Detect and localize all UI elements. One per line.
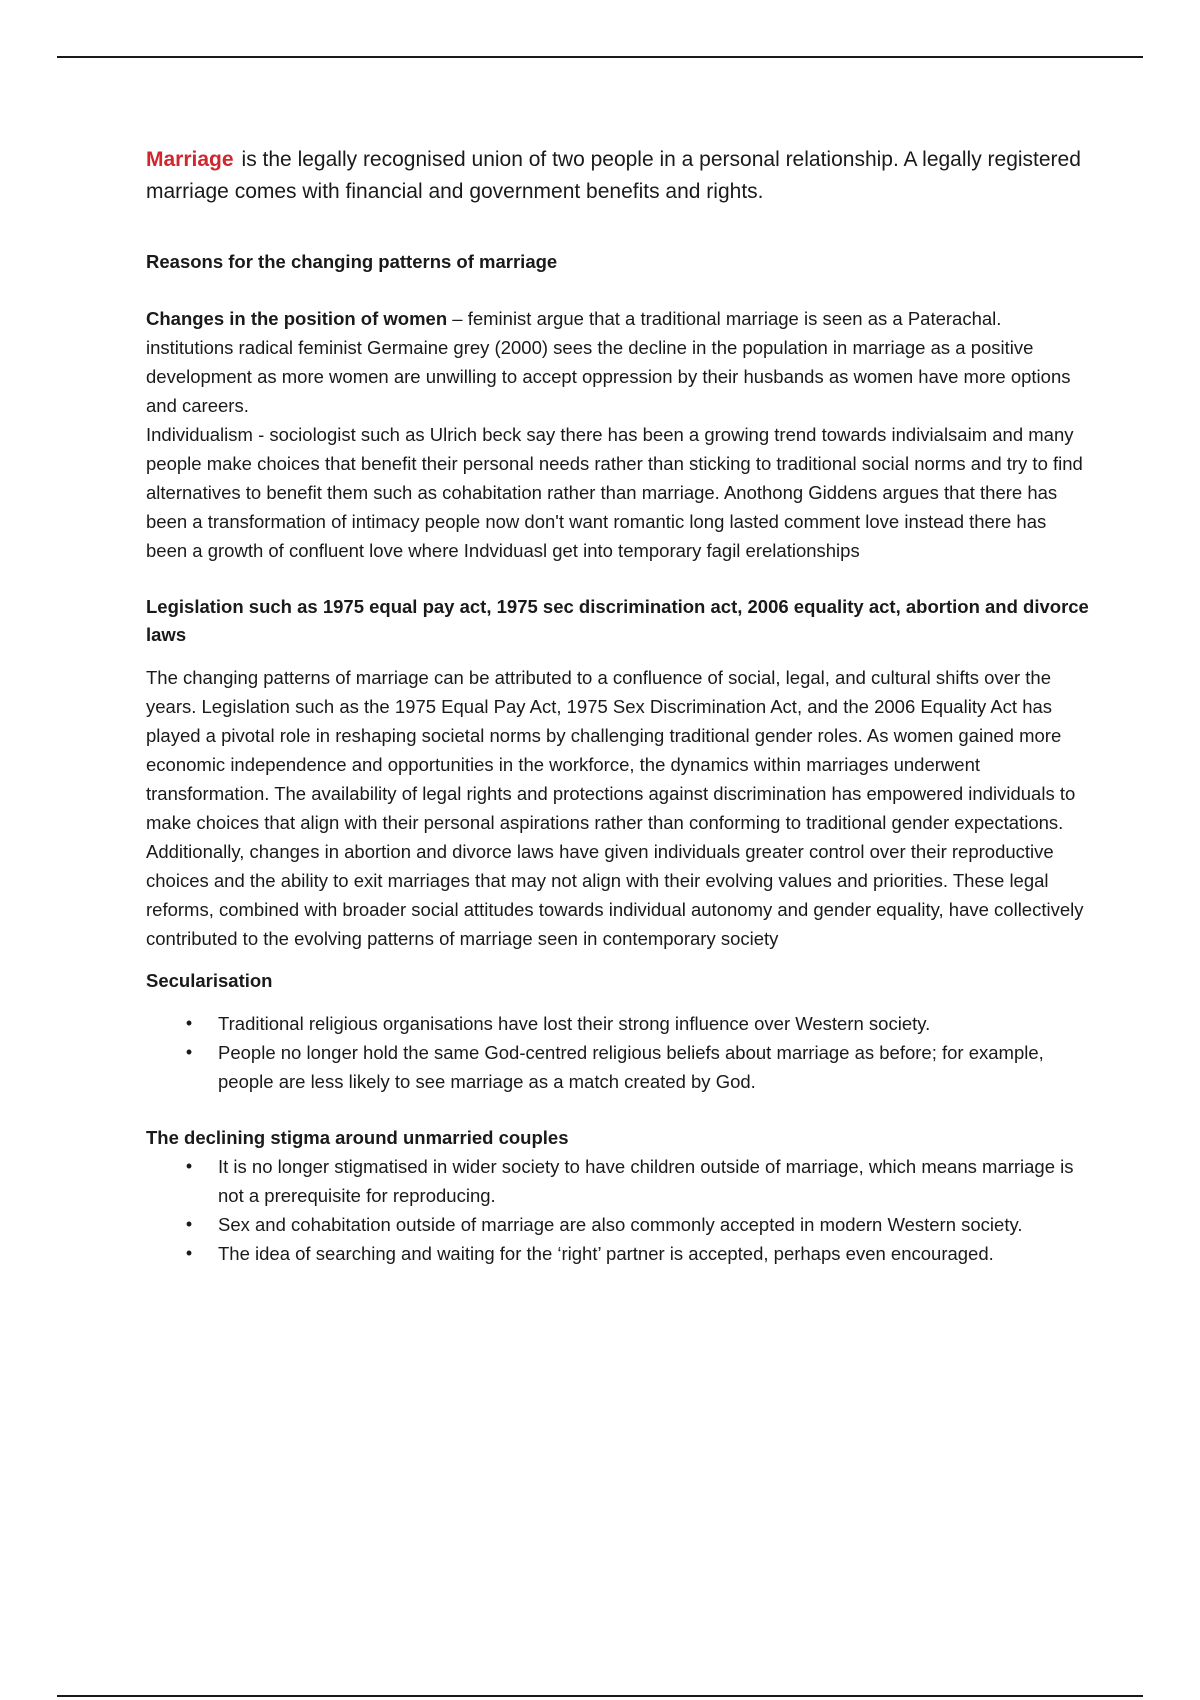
position-of-women-text: – feminist argue that a traditional marriage is seen as a Paterachal. institutions radical feminist Germaine grey (2000) sees the decline in the population in marriage as a positive development as more women are unwilling to accept oppression by their husbands as women have more options and careers. [146,308,1071,416]
intro-paragraph [146,144,1091,208]
bullet-icon: • [185,1042,193,1062]
marriage-term: Marriage [146,148,234,171]
footer-rule [57,1695,1143,1697]
marriage-definition: is the legally recognised union of two people in a personal relationship. A legally registered marriage comes with financial and government benefits and rights. [146,148,1081,203]
position-of-women-lead: Changes in the position of women [146,308,448,329]
header-rule [57,56,1143,58]
list-item: • Sex and cohabitation outside of marriage are also commonly accepted in modern Western society. [146,1210,1091,1239]
list-item: • The idea of searching and waiting for the ‘right’ partner is accepted, perhaps even encouraged. [146,1239,1091,1268]
list-item: • People no longer hold the same God-centred religious beliefs about marriage as before; for example, people are less likely to see marriage as a match created by God. [146,1038,1091,1096]
position-of-women-paragraph [146,304,1091,420]
bullet-icon: • [185,1013,193,1033]
list-item: • It is no longer stigmatised in wider society to have children outside of marriage, which means marriage is not a prerequisite for reproducing. [146,1152,1091,1210]
document-page [146,144,1091,1268]
individualism-paragraph: Individualism - sociologist such as Ulrich beck say there has been a growing trend towards indivialsaim and many people make choices that benefit their personal needs rather than sticking to traditional social norms and try to find alternatives to benefit them such as cohabitation rather than marriage. Anothong Giddens argues that there has been a transformation of intimacy people now don't want romantic long lasted comment love instead there has been a growth of confluent love where Indviduasl get into temporary fagil erelationships [146,424,1083,561]
list-item: • Traditional religious organisations have lost their strong influence over Western society. [146,1009,1091,1038]
secularisation-list [146,1009,1091,1096]
bullet-icon: • [185,1156,193,1176]
secularisation-heading: Secularisation [146,970,273,991]
legislation-heading: Legislation such as 1975 equal pay act, 1975 sec discrimination act, 2006 equality act, abortion and divorce laws [146,596,1089,645]
reasons-heading: Reasons for the changing patterns of marriage [146,251,558,272]
legislation-paragraph: The changing patterns of marriage can be attributed to a confluence of social, legal, and cultural shifts over the years. Legislation such as the 1975 Equal Pay Act, 1975 Sex Discrimination Act, and the 2006 Equality Act has played a pivotal role in reshaping societal norms by challenging traditional gender roles. As women gained more economic independence and opportunities in the workforce, the dynamics within marriages underwent transformation. The availability of legal rights and protections against discrimination has empowered individuals to make choices that align with their personal aspirations rather than conforming to traditional gender expectations. Additionally, changes in abortion and divorce laws have given individuals greater control over their reproductive choices and the ability to exit marriages that may not align with their evolving values and priorities. These legal reforms, combined with broader social attitudes towards individual autonomy and gender equality, have collectively contributed to the evolving patterns of marriage seen in contemporary society [146,667,1084,949]
bullet-icon: • [185,1214,193,1234]
stigma-list [146,1152,1091,1268]
bullet-icon: • [185,1243,193,1263]
stigma-heading: The declining stigma around unmarried couples [146,1127,569,1148]
